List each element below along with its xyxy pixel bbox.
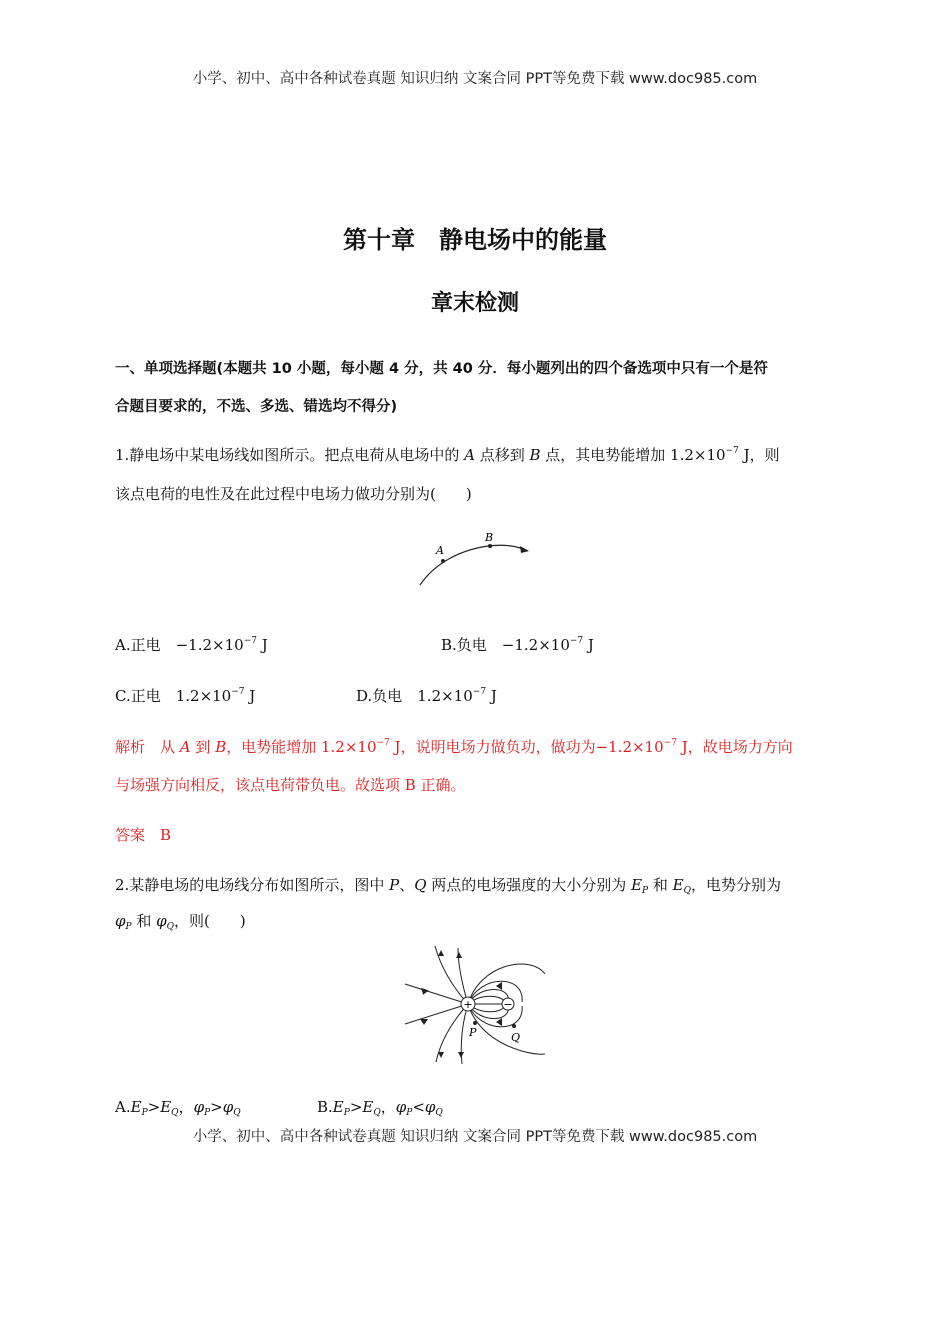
page-footer: 小学、初中、高中各种试卷真题 知识归纳 文案合同 PPT等免费下载 www.doc985.com (192, 1129, 758, 1145)
q1-field-line-figure (410, 528, 540, 590)
q2-negative-charge-symbol: − (503, 998, 513, 1011)
part1-instructions-line1: 一、单项选择题(本题共 10 小题，每小题 4 分，共 40 分．每小题列出的四个备选项中只有一个是符 (115, 361, 768, 377)
q1-point-b-label: B (485, 531, 494, 544)
q1-answer: 答案 B (115, 826, 172, 844)
q2-positive-charge-symbol: + (463, 998, 473, 1011)
page-header: 小学、初中、高中各种试卷真题 知识归纳 文案合同 PPT等免费下载 www.doc985.com (192, 71, 758, 87)
q1-analysis-line2: 与场强方向相反，该点电荷带负电。故选项 B 正确。 (115, 776, 466, 794)
q2-stem-line1: 2.某静电场的电场线分布如图所示，图中 P、Q 两点的电场强度的大小分别为 $E_P$ 和 $E_Q$，电势分别为 (115, 876, 781, 896)
q1-option-a: A.正电 $-1.2\times 10^{-7}$ J (115, 636, 268, 654)
q2-point-q-label: Q (511, 1031, 521, 1044)
part1-instructions-line2: 合题目要求的，不选、多选、错选均不得分) (115, 399, 398, 415)
chapter-title: 第十章 静电场中的能量 (343, 226, 607, 254)
q2-stem-line2: $\varphi_P$ 和 $\varphi_Q$，则( ) (115, 912, 246, 932)
section-title: 章末检测 (430, 291, 519, 316)
q1-analysis-line1: 解析 从 A 到 B，电势能增加 $1.2\times 10^{-7}$ J，说明电场力做负功，做功为$-1.2\times 10^{-7}$ J，故电场力方向 (115, 738, 793, 756)
q1-stem-line2: 该点电荷的电性及在此过程中电场力做功分别为( ) (115, 485, 472, 503)
q2-option-a: $A.E_P>E_Q$，$\varphi_P>\varphi_Q$ (115, 1098, 241, 1118)
q1-option-d: D.负电 $1.2\times 10^{-7}$ J (356, 687, 497, 705)
q2-option-b: $B.E_P>E_Q$，$\varphi_P<\varphi_Q$ (317, 1098, 443, 1118)
q1-option-c: C.正电 $1.2\times 10^{-7}$ J (115, 687, 256, 705)
q1-option-b: B.负电 $-1.2\times 10^{-7}$ J (441, 636, 594, 654)
q1-stem-line1: 1.静电场中某电场线如图所示。把点电荷从电场中的 A 点移到 B 点，其电势能增加 $1.2\times 10^{-7}$ J，则 (115, 446, 780, 464)
q2-point-p-label: P (469, 1026, 477, 1039)
q2-field-lines-figure (400, 944, 550, 1066)
q1-point-a-label: A (436, 544, 444, 557)
